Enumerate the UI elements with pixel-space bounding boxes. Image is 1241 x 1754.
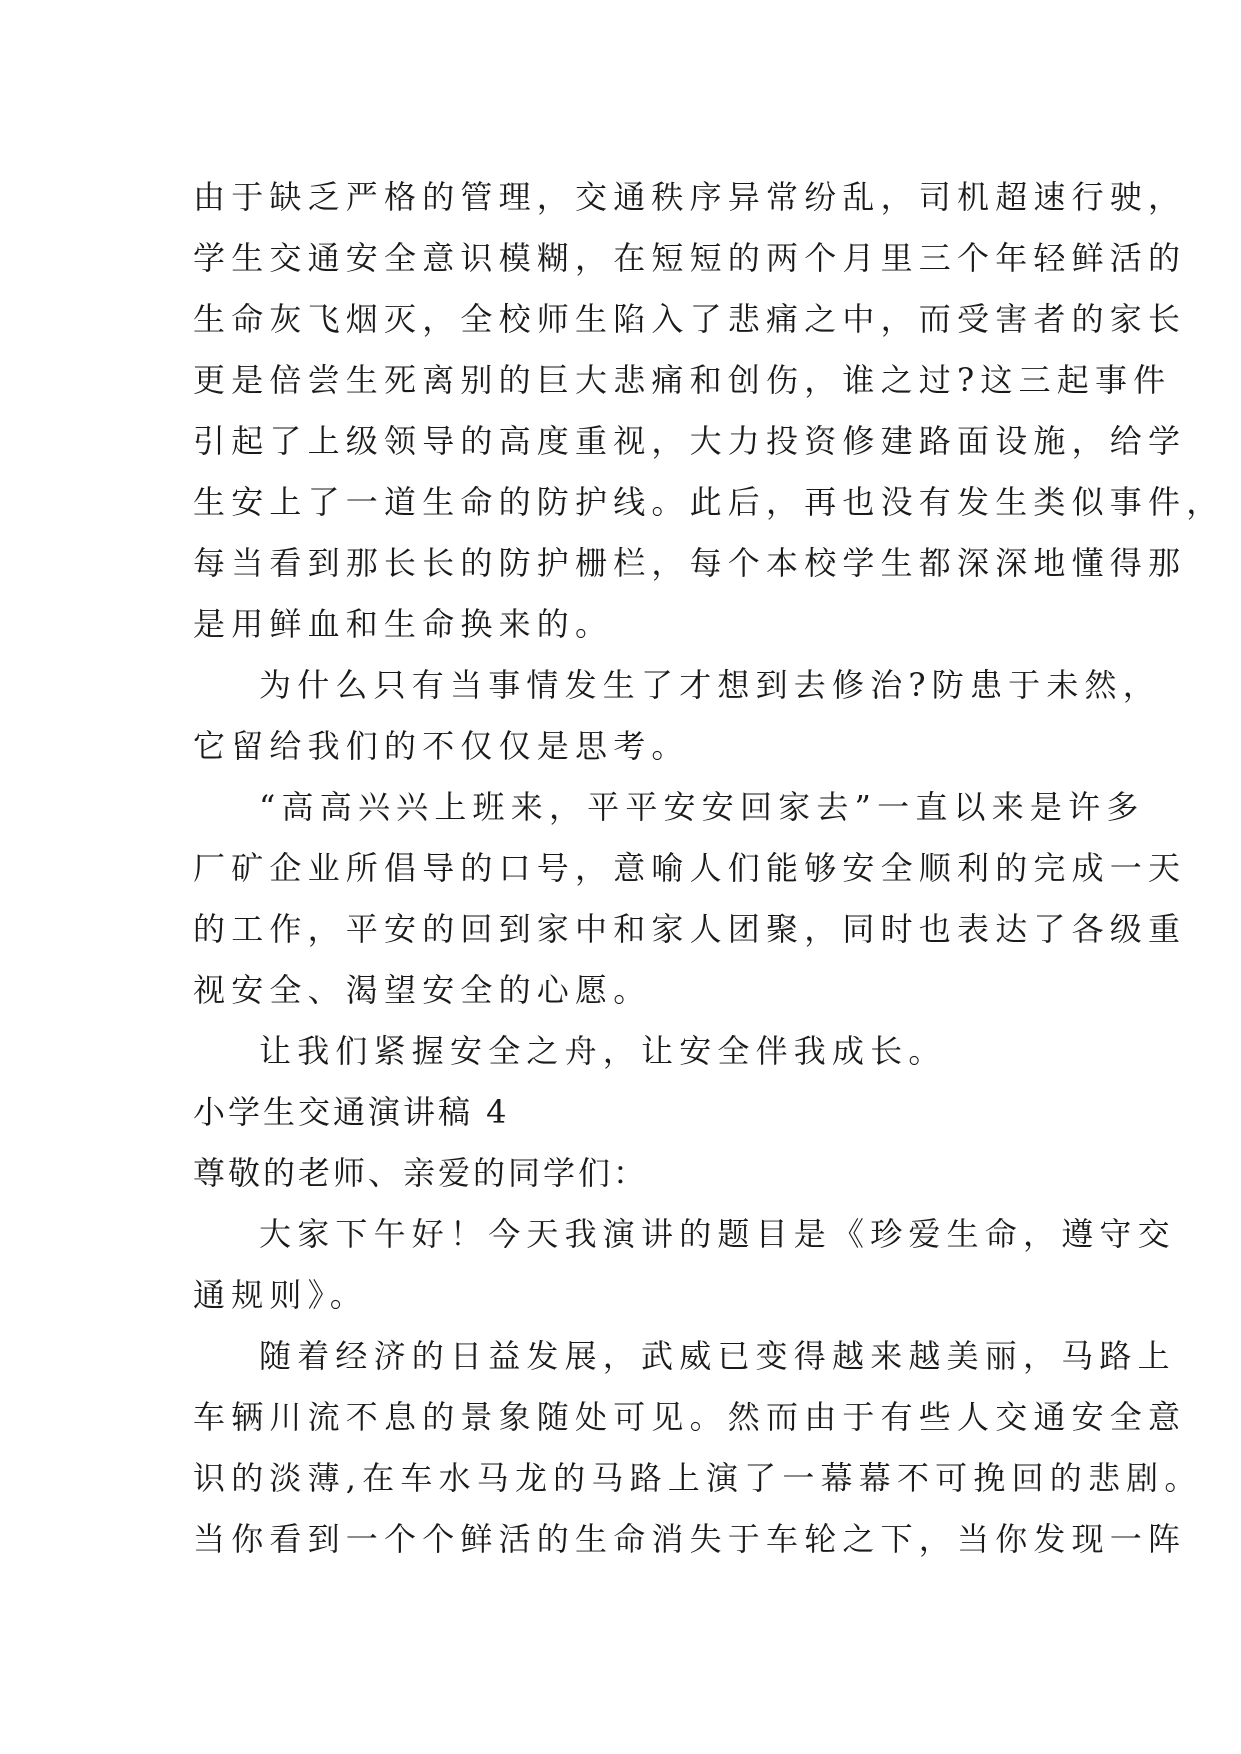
text-line: 视安全、渴望安全的心愿。 — [193, 971, 652, 1009]
text-line: 每当看到那长长的防护栅栏，每个本校学生都深深地懂得那 — [193, 544, 1187, 582]
text-line: 生安上了一道生命的防护线。此后，再也没有发生类似事件， — [193, 483, 1225, 521]
text-line: 通规则》。 — [193, 1276, 369, 1314]
text-line: 是用鲜血和生命换来的。 — [193, 605, 614, 643]
salutation: 尊敬的老师、亲爱的同学们： — [193, 1154, 649, 1192]
text-line: 为什么只有当事情发生了才想到去修治?防患于未然， — [259, 666, 1161, 704]
text-line: “高高兴兴上班来，平平安安回家去”一直以来是许多 — [259, 788, 1145, 826]
speech-section — [193, 1082, 1203, 1570]
text-line: 学生交通安全意识模糊，在短短的两个月里三个年轻鲜活的 — [193, 239, 1187, 277]
text-line: 大家下午好！今天我演讲的题目是《珍爱生命，遵守交 — [259, 1215, 1176, 1253]
text-line: 让我们紧握安全之舟，让安全伴我成长。 — [259, 1032, 947, 1070]
text-line: 更是倍尝生死离别的巨大悲痛和创伤，谁之过?这三起事件 — [193, 361, 1172, 399]
text-line: 厂矿企业所倡导的口号，意喻人们能够安全顺利的完成一天 — [193, 849, 1187, 887]
text-line: 车辆川流不息的景象随处可见。然而由于有些人交通安全意 — [193, 1398, 1187, 1436]
text-line: 由于缺乏严格的管理，交通秩序异常纷乱，司机超速行驶， — [193, 178, 1187, 216]
text-line: 的工作，平安的回到家中和家人团聚，同时也表达了各级重 — [193, 910, 1187, 948]
text-line: 生命灰飞烟灭，全校师生陷入了悲痛之中，而受害者的家长 — [193, 300, 1187, 338]
body-text-block-1 — [193, 167, 1225, 1082]
text-line: 识的淡薄,在车水马龙的马路上演了一幕幕不可挽回的悲剧。 — [193, 1459, 1203, 1497]
text-line: 引起了上级领导的高度重视，大力投资修建路面设施，给学 — [193, 422, 1187, 460]
text-line: 当你看到一个个鲜活的生命消失于车轮之下，当你发现一阵 — [193, 1520, 1187, 1558]
section-title: 小学生交通演讲稿 4 — [193, 1093, 510, 1131]
text-line: 它留给我们的不仅仅是思考。 — [193, 727, 690, 765]
text-line: 随着经济的日益发展，武威已变得越来越美丽，马路上 — [259, 1337, 1176, 1375]
